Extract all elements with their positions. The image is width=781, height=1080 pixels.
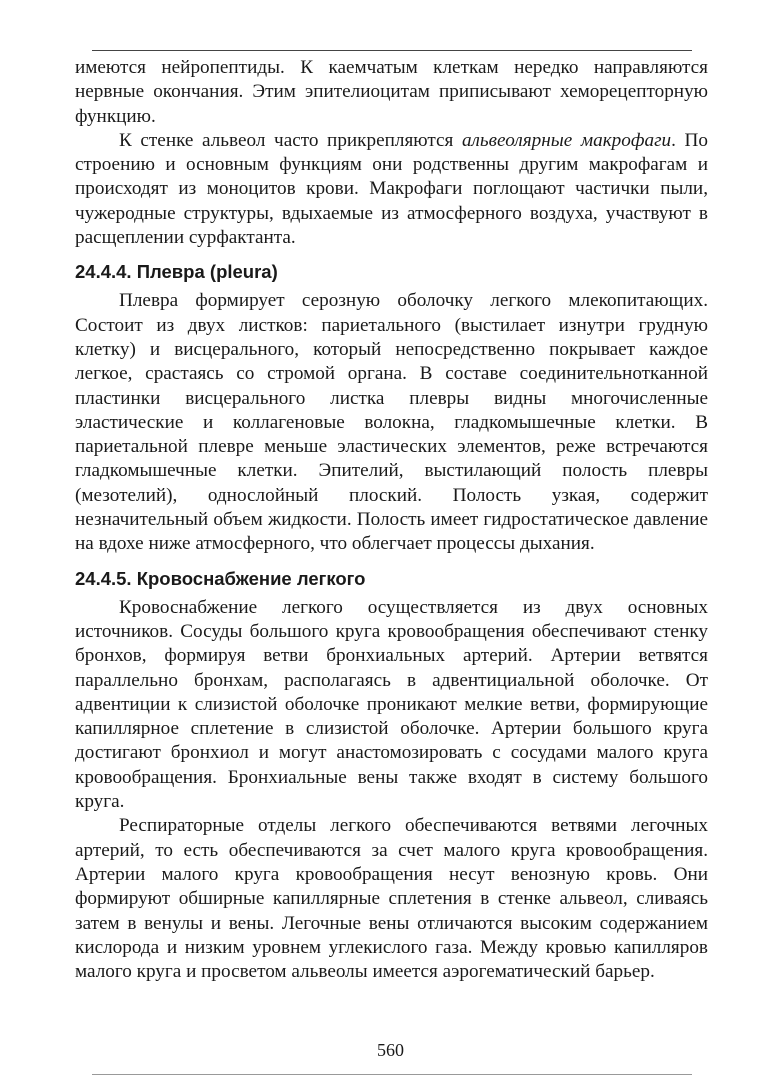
- paragraph-respiratory-supply: Респираторные отделы легкого обеспечиваются ветвями легочных артерий, то есть обеспечиваются за счет малого круга кровообращения. Артерии малого круга кровообращения несут венозную кровь. Они формируют обширные капиллярные сплетения в стенке альвеол, сливаясь затем в венулы и вены. Легочные вены отличаются высоким содержанием кислорода и низким уровнем углекислого газа. Между кровью капилляров малого круга и просветом альвеолы имеется аэрогематический барьер.: [75, 815, 708, 983]
- paragraph-macrophages-rest: . По строению и основным функциям они родственны другим макрофагам и происходят из моноцитов крови. Макрофаги поглощают частички пыли, чужеродные структуры, вдыхаемые из атмосферного воздуха, участвуют в расщеплении сурфактанта.: [75, 129, 709, 249]
- section-heading-pleura: 24.4.4. Плевра (pleura): [75, 261, 278, 283]
- paragraph-blood-supply: Кровоснабжение легкого осуществляется из двух основных источников. Сосуды большого круга кровообращения обеспечивают стенку бронхов, формируя ветви бронхиальных артерий. Артерии ветвятся параллельно бронхам, располагаясь в адвентициальной оболочке. От адвентиции к слизистой оболочке проникают мелкие ветви, формирующие капиллярное сплетение в слизистой оболочке. Артерии большого круга достигают бронхиол и могут анастомозировать с сосудами малого круга кровообращения. Бронхиальные вены также входят в систему большого круга.: [75, 596, 708, 813]
- section-heading-blood-supply: 24.4.5. Кровоснабжение легкого: [75, 567, 366, 589]
- term-alveolar-macrophages: альвеолярные макрофаги: [461, 129, 672, 151]
- paragraph-pleura: Плевра формирует серозную оболочку легкого млекопитающих. Состоит из двух листков: париетального (выстилает изнутри грудную клетку) и висцерального, который непосредственно покрывает каждое легкое, срастаясь со стромой органа. В составе соединительнотканной пластинки висцерального листка плевры видны многочисленные эластические и коллагеновые волокна, гладкомышечные клетки. В париетальной плевре меньше эластических элементов, реже встречаются гладкомышечные клетки. Эпителий, выстилающий полость плевры (мезотелий), однослойный плоский. Полость узкая, содержит незначительный объем жидкости. Полость имеет гидростатическое давление на вдохе ниже атмосферного, что облегчает процессы дыхания.: [75, 290, 708, 555]
- paragraph-continued: имеются нейропептиды. К каемчатым клеткам нередко направляются нервные окончания. Этим эпителиоцитам приписывают хеморецепторную функцию.: [75, 57, 708, 127]
- header-rule: [92, 50, 692, 51]
- paragraph-macrophages-start: К стенке альвеол часто прикрепляются: [119, 129, 462, 151]
- footer-rule: [92, 1074, 692, 1075]
- page-body: [75, 56, 708, 984]
- page-number: 560: [377, 1040, 404, 1060]
- paragraph-macrophages: [75, 129, 708, 250]
